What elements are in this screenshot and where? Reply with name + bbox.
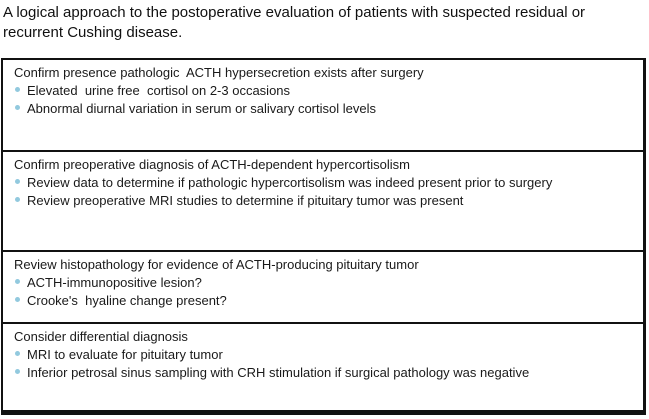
list-item — [14, 174, 635, 192]
list-item — [14, 82, 635, 100]
bullet-icon — [15, 105, 20, 110]
bullet-text: MRI to evaluate for pituitary tumor — [27, 347, 223, 362]
bullet-text: Review data to determine if pathologic hypercortisolism was indeed present prior to surgery — [27, 175, 553, 190]
bullet-text: Review preoperative MRI studies to determine if pituitary tumor was present — [27, 193, 464, 208]
bullet-text: Abnormal diurnal variation in serum or salivary cortisol levels — [27, 101, 376, 116]
section-header: Confirm presence pathologic ACTH hypersecretion exists after surgery — [14, 65, 424, 80]
bullet-icon — [15, 279, 20, 284]
bullet-icon — [15, 179, 20, 184]
list-item — [14, 346, 635, 364]
bullet-text: Crooke's hyaline change present? — [27, 293, 227, 308]
bullet-icon — [15, 197, 20, 202]
figure-outline-box — [1, 58, 646, 415]
bullet-text: ACTH-immunopositive lesion? — [27, 275, 202, 290]
section-review-histopathology — [3, 252, 643, 324]
figure-caption: A logical approach to the postoperative evaluation of patients with suspected residual or recurrent Cushing disease. — [3, 4, 590, 41]
section-confirm-hypersecretion — [3, 60, 643, 152]
bullet-text: Elevated urine free cortisol on 2-3 occasions — [27, 83, 291, 98]
bullet-icon — [15, 369, 20, 374]
bullet-icon — [15, 351, 20, 356]
list-item — [14, 100, 635, 118]
bullet-icon — [15, 297, 20, 302]
bullet-icon — [15, 87, 20, 92]
list-item — [14, 292, 635, 310]
section-confirm-preop-diagnosis — [3, 152, 643, 252]
section-header: Consider differential diagnosis — [14, 329, 188, 344]
section-header: Review histopathology for evidence of ACTH-producing pituitary tumor — [14, 257, 419, 272]
list-item — [14, 274, 635, 292]
section-header: Confirm preoperative diagnosis of ACTH-dependent hypercortisolism — [14, 157, 410, 172]
list-item — [14, 192, 635, 210]
section-differential-diagnosis — [3, 324, 643, 410]
bullet-text: Inferior petrosal sinus sampling with CRH stimulation if surgical pathology was negative — [27, 365, 530, 380]
list-item — [14, 364, 635, 382]
